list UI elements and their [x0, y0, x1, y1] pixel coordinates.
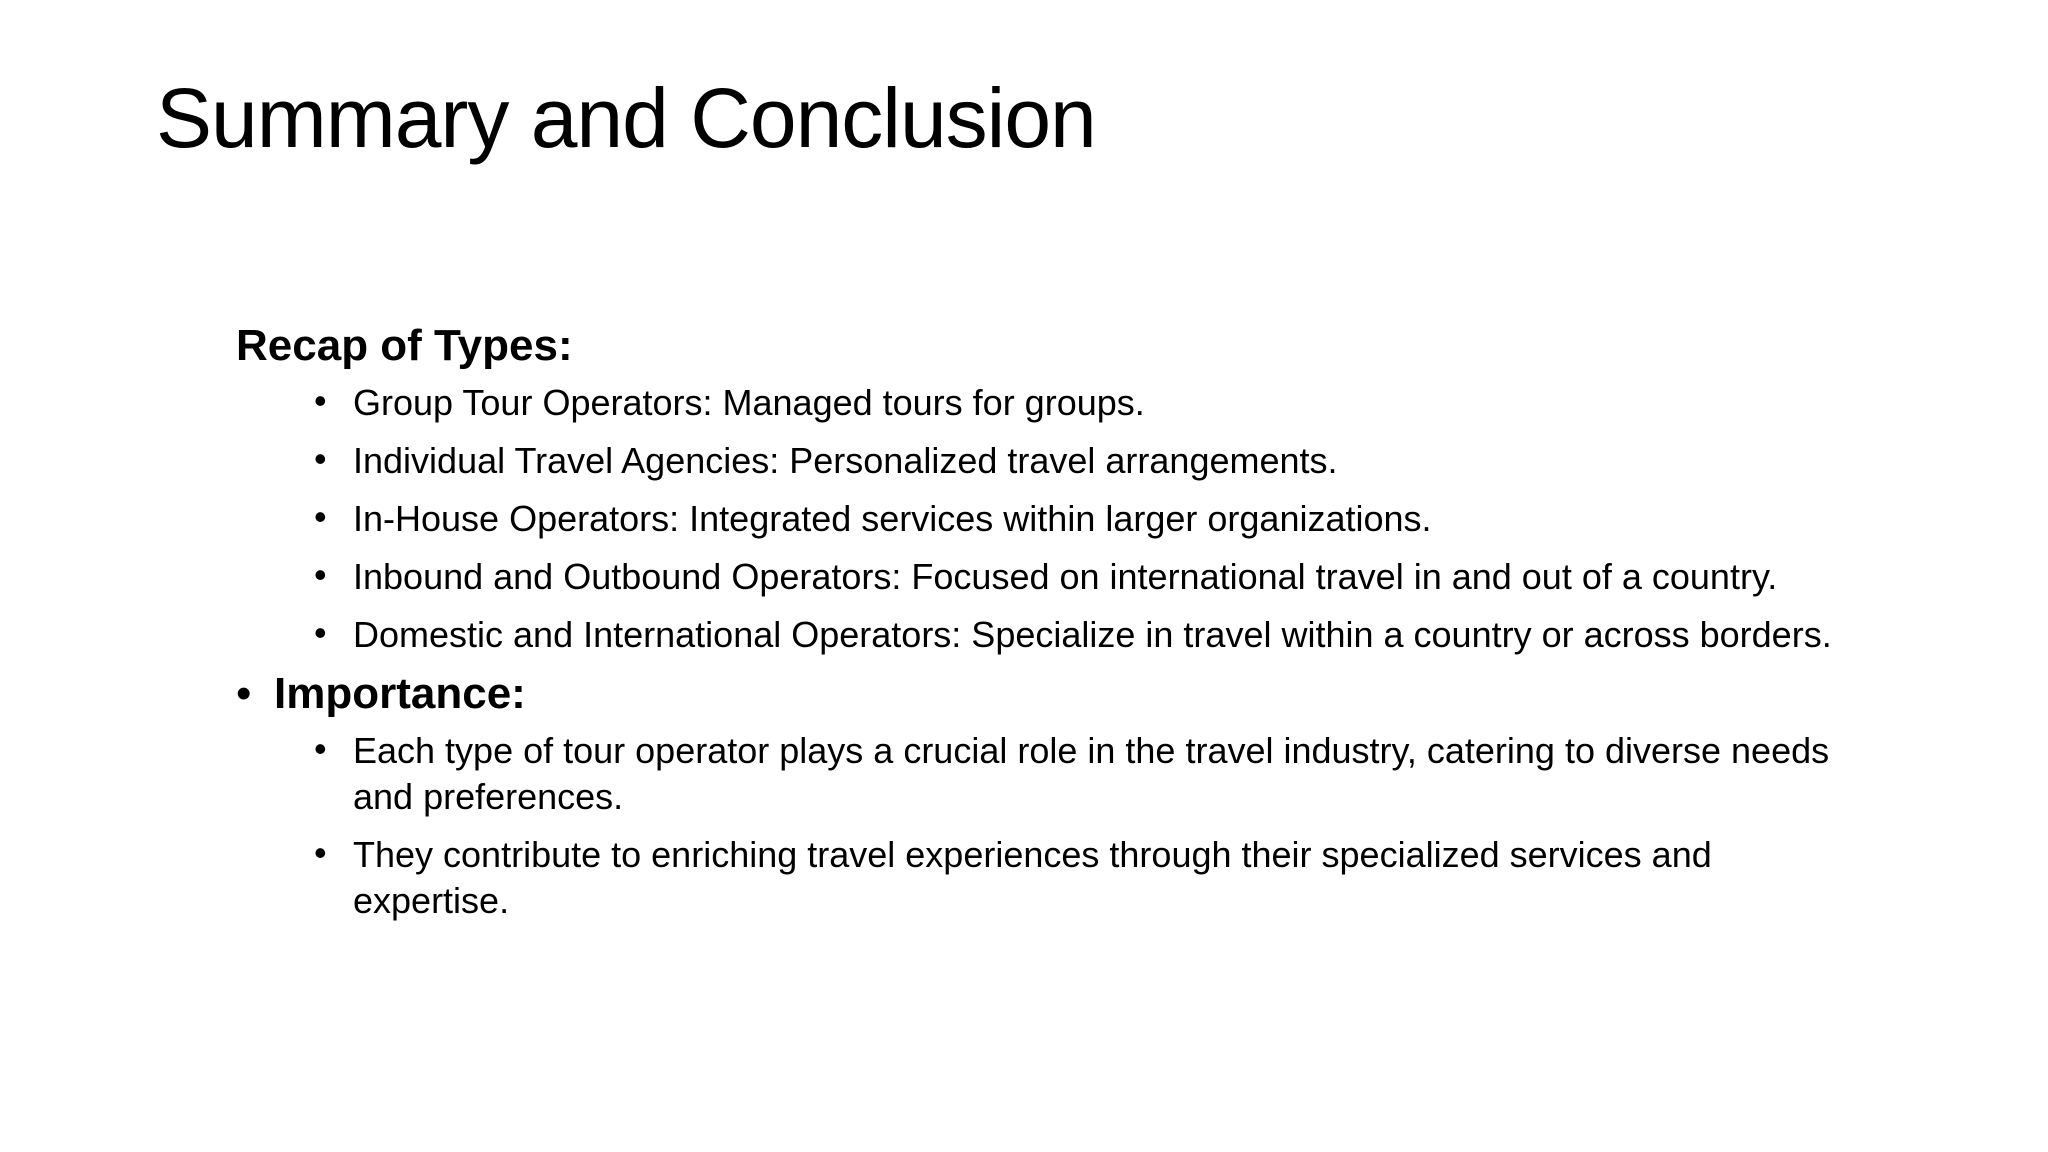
list-item	[314, 496, 1876, 542]
slide-content	[236, 318, 1876, 924]
list-item	[314, 554, 1876, 600]
bullet-icon: •	[314, 380, 327, 421]
bullet-icon: •	[236, 669, 252, 718]
list-item	[314, 728, 1876, 820]
list-item-text: Inbound and Outbound Operators: Focused on international travel in and out of a country.	[353, 556, 1778, 597]
list-item-text: Domestic and International Operators: Specialize in travel within a country or across borders.	[353, 614, 1832, 655]
recap-list	[314, 380, 1876, 658]
list-item-text: Individual Travel Agencies: Personalized travel arrangements.	[353, 440, 1338, 481]
list-item	[314, 380, 1876, 426]
bullet-icon: •	[314, 496, 327, 537]
bullet-icon: •	[314, 612, 327, 653]
section-heading-importance	[236, 666, 1876, 722]
section-heading-text: Importance:	[274, 669, 526, 718]
list-item	[314, 832, 1876, 924]
list-item-text: They contribute to enriching travel experiences through their specialized services and expertise.	[353, 834, 1712, 921]
list-item	[314, 612, 1876, 658]
section-heading-recap: Recap of Types:	[236, 321, 573, 370]
bullet-icon: •	[314, 728, 327, 769]
list-item-text: In-House Operators: Integrated services within larger organizations.	[353, 498, 1432, 539]
list-item-text: Each type of tour operator plays a crucial role in the travel industry, catering to diverse needs and preferences.	[353, 730, 1830, 817]
slide-title: Summary and Conclusion	[156, 71, 1096, 165]
importance-list	[314, 728, 1876, 924]
bullet-icon: •	[314, 832, 327, 873]
list-item	[314, 438, 1876, 484]
bullet-icon: •	[314, 554, 327, 595]
bullet-icon: •	[314, 438, 327, 479]
list-item-text: Group Tour Operators: Managed tours for groups.	[353, 382, 1145, 423]
